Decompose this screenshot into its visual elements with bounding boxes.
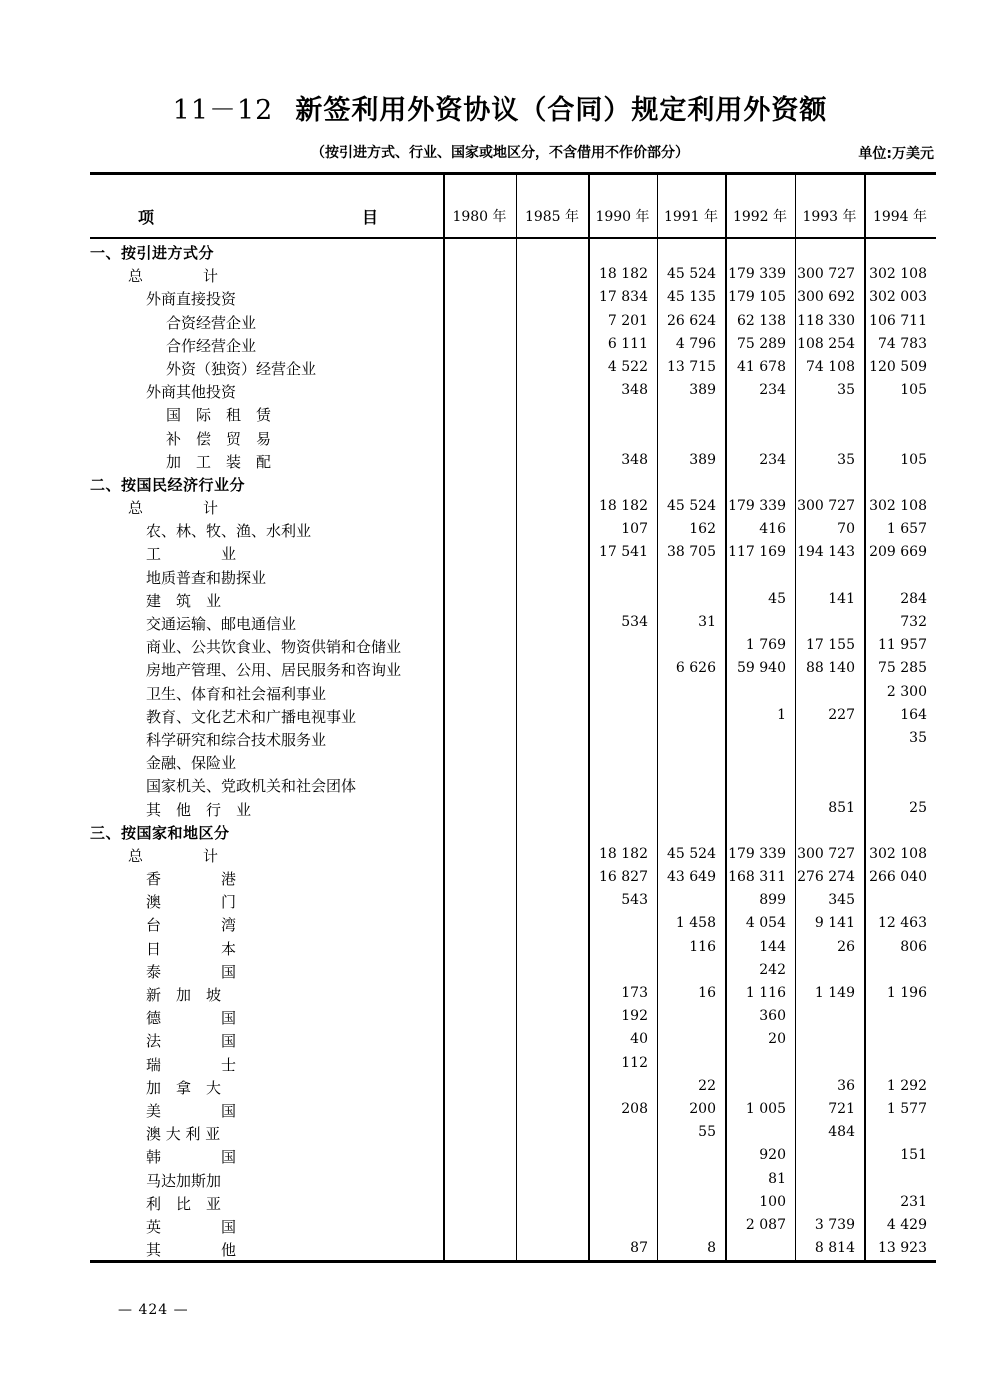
table-row	[90, 587, 936, 610]
table-cell: 70	[837, 521, 855, 538]
table-cell: 732	[900, 614, 927, 630]
table-cell: 284	[900, 590, 927, 607]
table-cell: 266 040	[869, 869, 927, 886]
table-cell: 234	[759, 451, 786, 468]
table-row	[90, 285, 936, 308]
table-row	[90, 378, 936, 401]
table-cell: 234	[759, 382, 786, 399]
table-row	[90, 517, 936, 540]
table-cell: 534	[621, 614, 648, 630]
table-cell: 40	[630, 1031, 648, 1048]
table-row	[90, 656, 936, 679]
column-header-3: 1990 年	[595, 209, 650, 225]
table-cell: 17 155	[806, 637, 855, 654]
table-row	[90, 401, 936, 424]
table-row	[90, 865, 936, 888]
table-cell: 899	[759, 892, 786, 909]
header-column-divider	[795, 175, 796, 237]
column-header-1: 1980 年	[452, 209, 507, 225]
row-label: 英 国	[146, 1217, 237, 1236]
table-cell: 8 814	[814, 1240, 855, 1257]
table-cell: 13 715	[667, 358, 716, 375]
table-cell: 1 458	[675, 915, 716, 932]
table-cell: 1 577	[886, 1100, 927, 1117]
table-cell: 389	[689, 451, 716, 468]
table-cell: 1 005	[745, 1100, 786, 1117]
table-cell: 118 330	[797, 312, 855, 329]
table-cell: 231	[900, 1193, 927, 1210]
body-column-divider	[588, 239, 590, 1260]
table-cell: 45 524	[667, 845, 716, 862]
table-row	[90, 796, 936, 819]
table-cell: 1	[777, 706, 786, 723]
table-section-row	[90, 239, 936, 262]
column-header-4: 1991 年	[663, 209, 719, 225]
table-row	[90, 332, 936, 355]
table-cell: 112	[621, 1054, 648, 1071]
table-cell: 851	[828, 799, 855, 816]
table-row	[90, 1004, 936, 1027]
table-cell: 88 140	[806, 660, 855, 677]
table-cell: 300 727	[797, 845, 855, 862]
table-header-row	[90, 175, 936, 237]
table-cell: 302 108	[869, 498, 927, 515]
table-section-row	[90, 819, 936, 842]
row-label: 利 比 亚	[146, 1194, 222, 1213]
table-cell: 164	[900, 706, 927, 723]
table-cell: 1 769	[745, 637, 786, 654]
table-cell: 300 692	[797, 289, 855, 306]
table-row	[90, 888, 936, 911]
table-cell: 360	[759, 1008, 786, 1025]
table-cell: 543	[621, 892, 648, 909]
row-label: 台 湾	[146, 916, 237, 935]
table-row	[90, 726, 936, 749]
table-cell: 194 143	[797, 544, 855, 561]
table-cell: 302 003	[869, 289, 927, 306]
row-label: 合资经营企业	[166, 313, 257, 332]
table-cell: 75 285	[878, 660, 927, 677]
table-cell: 1 657	[886, 521, 927, 538]
table-cell: 2 087	[745, 1216, 786, 1233]
row-label: 加 工 装 配	[166, 452, 272, 471]
table-row	[90, 1120, 936, 1143]
row-label: 建 筑 业	[146, 591, 222, 610]
table-cell: 13 923	[878, 1240, 927, 1257]
row-label: 加 拿 大	[146, 1078, 222, 1097]
row-label: 外商其他投资	[146, 383, 237, 402]
table-cell: 162	[689, 521, 716, 538]
table-cell: 302 108	[869, 266, 927, 283]
table-cell: 208	[621, 1100, 648, 1117]
table-cell: 25	[909, 799, 927, 816]
table-cell: 141	[828, 590, 855, 607]
table-cell: 6 626	[675, 660, 716, 677]
table-number: 11－12	[172, 95, 274, 126]
table-row	[90, 633, 936, 656]
table-cell: 389	[689, 382, 716, 399]
table-cell: 31	[698, 614, 716, 630]
table-cell: 108 254	[797, 335, 855, 352]
row-label: 工 业	[146, 545, 237, 564]
row-label: 房地产管理、公用、居民服务和咨询业	[146, 661, 402, 680]
table-row	[90, 958, 936, 981]
table-cell: 18 182	[599, 266, 648, 283]
table-row	[90, 842, 936, 865]
table-cell: 11 957	[878, 637, 927, 654]
row-label: 新 加 坡	[146, 986, 222, 1004]
table-cell: 45 524	[667, 498, 716, 515]
table-cell: 87	[630, 1240, 648, 1257]
column-header-7: 1994 年	[872, 209, 928, 225]
table-cell: 117 169	[728, 544, 786, 561]
table-row	[90, 981, 936, 1004]
table-row	[90, 1167, 936, 1190]
row-label: 总 计	[128, 846, 219, 865]
table-cell: 105	[900, 382, 927, 399]
row-label: 国家机关、党政机关和社会团体	[146, 777, 357, 796]
table-row	[90, 749, 936, 772]
table-cell: 4 429	[886, 1216, 927, 1233]
stub-header-xiang: 项	[138, 208, 155, 227]
table-cell: 36	[837, 1077, 855, 1094]
table-cell: 1 292	[886, 1077, 927, 1094]
table-cell: 348	[621, 451, 648, 468]
table-cell: 300 727	[797, 498, 855, 515]
table-cell: 179 339	[728, 498, 786, 515]
table-cell: 416	[759, 521, 786, 538]
header-column-divider	[657, 175, 658, 237]
table-cell: 17 834	[599, 289, 648, 306]
header-column-divider	[725, 175, 727, 237]
table-cell: 151	[900, 1147, 927, 1164]
table-row	[90, 1051, 936, 1074]
header-column-divider	[516, 175, 517, 237]
table-cell: 74 108	[806, 358, 855, 375]
table-cell: 276 274	[797, 869, 855, 886]
table-cell: 35	[909, 729, 927, 746]
body-column-divider	[657, 239, 658, 1260]
table-row	[90, 540, 936, 563]
table-cell: 209 669	[869, 544, 927, 561]
row-label: 马达加斯加	[146, 1171, 222, 1190]
column-header-6: 1993 年	[802, 209, 857, 225]
table-row	[90, 911, 936, 934]
row-label: 外资（独资）经营企业	[166, 359, 317, 378]
row-label: 教育、文化艺术和广播电视事业	[146, 707, 357, 726]
table-cell: 43 649	[667, 869, 716, 886]
table-cell: 1 149	[814, 985, 855, 1001]
row-label: 补 偿 贸 易	[166, 429, 272, 448]
body-column-divider	[516, 239, 517, 1260]
table-cell: 7 201	[607, 312, 648, 329]
table-cell: 107	[621, 521, 648, 538]
table-cell: 18 182	[599, 498, 648, 515]
table-cell: 62 138	[737, 312, 786, 329]
table-cell: 35	[837, 382, 855, 399]
column-header-2: 1985 年	[524, 209, 580, 225]
row-label: 澳 大 利 亚	[146, 1125, 221, 1144]
header-column-divider	[864, 175, 866, 237]
row-label: 商业、公共饮食业、物资供销和仓储业	[146, 638, 402, 657]
table-cell: 2 300	[886, 683, 927, 700]
table-cell: 100	[759, 1193, 786, 1210]
row-label: 瑞 士	[146, 1055, 237, 1074]
table-cell: 105	[900, 451, 927, 468]
table-row	[90, 680, 936, 703]
table-cell: 59 940	[737, 660, 786, 677]
table-cell: 9 141	[814, 915, 855, 932]
table-cell: 26 624	[667, 312, 716, 329]
table-cell: 45	[768, 590, 786, 607]
table-row	[90, 425, 936, 448]
page-title: 新签利用外资协议（合同）规定利用外资额	[295, 95, 828, 126]
table-cell: 116	[689, 938, 716, 955]
column-header-5: 1992 年	[732, 209, 788, 225]
table-cell: 18 182	[599, 845, 648, 862]
table-row	[90, 448, 936, 471]
row-label: 三、按国家和地区分	[90, 823, 230, 842]
table-cell: 3 739	[814, 1216, 855, 1233]
table-cell: 4 796	[675, 335, 716, 352]
table-cell: 168 311	[728, 869, 786, 886]
table-cell: 179 339	[728, 845, 786, 862]
row-label: 美 国	[146, 1101, 237, 1120]
row-label: 外商直接投资	[146, 290, 237, 309]
table-cell: 302 108	[869, 845, 927, 862]
row-label: 法 国	[146, 1032, 237, 1051]
table-row	[90, 935, 936, 958]
table-cell: 16	[698, 985, 716, 1001]
table-section-row	[90, 471, 936, 494]
table-bottom-rule	[90, 1260, 936, 1263]
table-cell: 348	[621, 382, 648, 399]
table-cell: 12 463	[878, 915, 927, 932]
body-column-divider	[795, 239, 796, 1260]
table-row	[90, 1236, 936, 1259]
table-row	[90, 772, 936, 795]
table-row	[90, 1027, 936, 1050]
table-cell: 200	[689, 1100, 716, 1117]
row-label: 其 他 行 业	[146, 800, 252, 819]
table-cell: 75 289	[737, 335, 786, 352]
header-column-divider	[588, 175, 590, 237]
table-row	[90, 355, 936, 378]
table-row	[90, 262, 936, 285]
table-cell: 144	[759, 938, 786, 955]
body-column-divider	[864, 239, 866, 1260]
row-label: 交通运输、邮电通信业	[146, 615, 297, 633]
table-cell: 179 105	[728, 289, 786, 306]
table-cell: 45 524	[667, 266, 716, 283]
table-cell: 55	[698, 1124, 716, 1141]
table-cell: 484	[828, 1124, 855, 1141]
table-cell: 4 522	[607, 358, 648, 375]
table-cell: 1 116	[745, 985, 786, 1001]
table-cell: 16 827	[599, 869, 648, 886]
table-cell: 8	[707, 1240, 716, 1257]
table-cell: 1 196	[886, 985, 927, 1001]
row-label: 泰 国	[146, 962, 237, 981]
table-cell: 300 727	[797, 266, 855, 283]
table-cell: 41 678	[737, 358, 786, 375]
table-row	[90, 494, 936, 517]
row-label: 其 他	[146, 1241, 237, 1260]
table-row	[90, 1143, 936, 1166]
row-label: 日 本	[146, 939, 237, 958]
row-label: 德 国	[146, 1009, 237, 1028]
row-label: 香 港	[146, 870, 237, 889]
table-cell: 920	[759, 1147, 786, 1164]
table-row	[90, 1097, 936, 1120]
table-cell: 120 509	[869, 358, 927, 375]
table-body	[90, 239, 936, 1260]
table-cell: 242	[759, 961, 786, 978]
stub-header-mu: 目	[362, 208, 379, 227]
table-cell: 35	[837, 451, 855, 468]
table-cell: 173	[621, 985, 648, 1001]
header-column-divider	[443, 175, 445, 237]
table-cell: 74 783	[878, 335, 927, 352]
table-cell: 17 541	[599, 544, 648, 561]
unit-label: 单位:万美元	[858, 146, 934, 162]
table-row	[90, 610, 936, 633]
table-title-row	[0, 88, 1000, 127]
table-cell: 20	[768, 1031, 786, 1048]
statistics-table	[90, 172, 936, 1263]
row-label: 二、按国民经济行业分	[90, 475, 246, 494]
body-column-divider	[725, 239, 727, 1260]
table-cell: 45 135	[667, 289, 716, 306]
row-label: 总 计	[128, 499, 219, 518]
row-label: 合作经营企业	[166, 336, 257, 355]
row-label: 韩 国	[146, 1148, 237, 1167]
table-cell: 227	[828, 706, 855, 723]
table-cell: 38 705	[667, 544, 716, 561]
row-label: 一、按引进方式分	[90, 244, 215, 262]
table-cell: 22	[698, 1077, 716, 1094]
table-cell: 721	[828, 1100, 855, 1117]
table-cell: 192	[621, 1008, 648, 1025]
table-cell: 6 111	[607, 335, 648, 352]
table-cell: 106 711	[869, 312, 927, 329]
row-label: 农、林、牧、渔、水利业	[146, 522, 312, 541]
row-label: 科学研究和综合技术服务业	[146, 730, 327, 749]
table-row	[90, 703, 936, 726]
page-number: — 424 —	[118, 1302, 189, 1318]
row-label: 卫生、体育和社会福利事业	[146, 684, 327, 703]
row-label: 地质普查和勘探业	[146, 568, 267, 587]
table-row	[90, 1190, 936, 1213]
row-label: 国 际 租 赁	[166, 406, 272, 425]
table-cell: 806	[900, 938, 927, 955]
row-label: 总 计	[128, 267, 219, 286]
table-row	[90, 1074, 936, 1097]
body-column-divider	[443, 239, 445, 1260]
row-label: 金融、保险业	[146, 754, 237, 773]
table-cell: 345	[828, 892, 855, 909]
table-cell: 4 054	[745, 915, 786, 932]
table-row	[90, 564, 936, 587]
table-subtitle: （按引进方式、行业、国家或地区分，不含借用不作价部分）	[311, 145, 689, 161]
table-cell: 179 339	[728, 266, 786, 283]
table-row	[90, 309, 936, 332]
table-row	[90, 1213, 936, 1236]
row-label: 澳 门	[146, 893, 237, 912]
table-cell: 81	[768, 1170, 786, 1187]
table-cell: 26	[837, 938, 855, 955]
